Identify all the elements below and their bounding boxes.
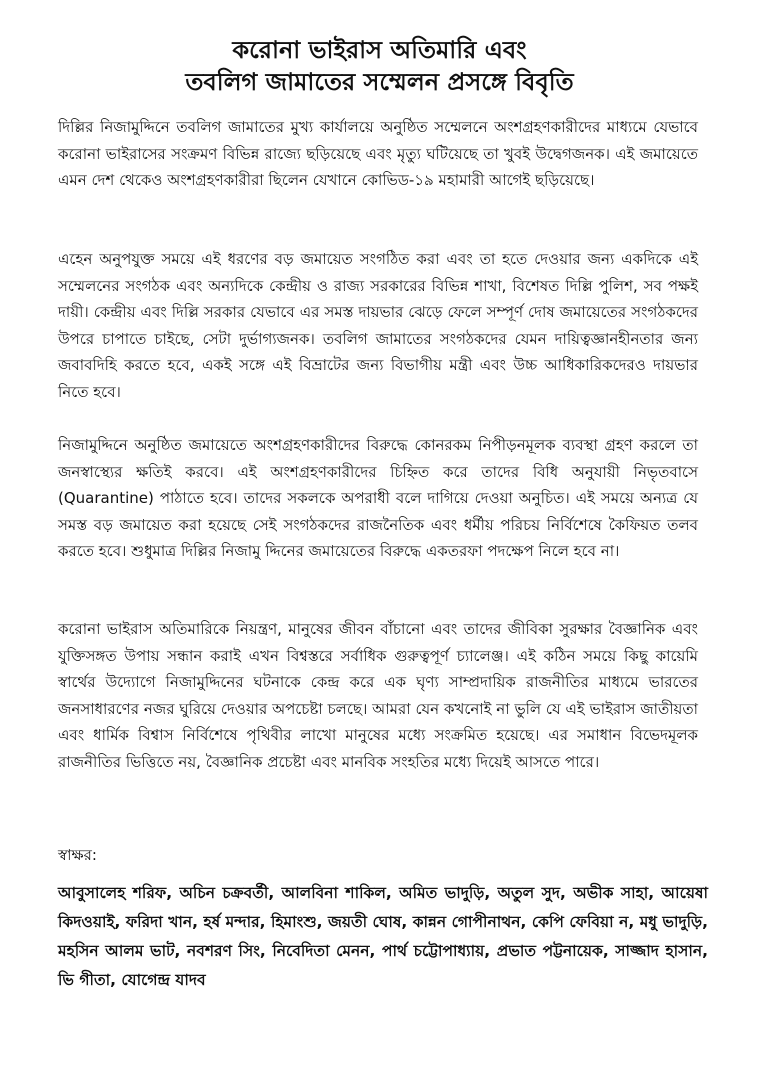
title-line-1: করোনা ভাইরাস অতিমারি এবং bbox=[232, 36, 527, 64]
paragraph-3: নিজামুদ্দিনে অনুষ্ঠিত জমায়েতে অংশগ্রহণকারীদের বিরুদ্ধে কোনরকম নিপীড়নমূলক ব্যবস্থা গ্রহণ করলে তা জনস্বাস্থ্যের ক্ষতিই করবে। এই অংশগ্রহণকারীদের চিহ্নিত করে তাদের বিধি অনুযায়ী নিভৃতবাসে (Quarantine) পাঠাতে হবে। তাদের সকলকে অপরাধী বলে দাগিয়ে দেওয়া অনুচিত। এই সময়ে অন্যত্র যে সমস্ত বড় জমায়েত করা হয়েছে সেই সংগঠকদের রাজনৈতিক এবং ধর্মীয় পরিচয় নির্বিশেষে কৈফিয়ত তলব করতে হবে। শুধুমাত্র দিল্লির নিজামু দ্দিনের জমায়েতের বিরুদ্ধে একতরফা পদক্ষেপ নিলে হবে না। bbox=[58, 436, 698, 560]
paragraph-2: এহেন অনুপযুক্ত সময়ে এই ধরণের বড় জমায়েত সংগঠিত করা এবং তা হতে দেওয়ার জন্য একদিকে এই সম্মেলনের সংগঠক এবং অন্যদিকে কেন্দ্রীয় ও রাজ্য সরকারের বিভিন্ন শাখা, বিশেষত দিল্লি পুলিশ, সব পক্ষই দায়ী। কেন্দ্রীয় এবং দিল্লি সরকার যেভাবে এর সমস্ত দায়ভার ঝেড়ে ফেলে সম্পূর্ণ দোষ জমায়েতের সংগঠকদের উপরে চাপাতে চাইছে, সেটা দুর্ভাগ্যজনক। তবলিগ জামাতের সংগঠকদের যেমন দায়িত্বজ্ঞানহীনতার জন্য জবাবদিহি করতে হবে, একই সঙ্গে এই বিভ্রাটের জন্য বিভাগীয় মন্ত্রী এবং উচ্চ আধিকারিকদেরও দায়ভার নিতে হবে। bbox=[58, 250, 698, 401]
paragraph-1: দিল্লির নিজামুদ্দিনে তবলিগ জামাতের মুখ্য কার্যালয়ে অনুষ্ঠিত সম্মেলনে অংশগ্রহণকারীদের মাধ্যমে যেভাবে করোনা ভাইরাসের সংক্রমণ বিভিন্ন রাজ্যে ছড়িয়েছে এবং মৃত্যু ঘটিয়েছে তা খুবই উদ্বেগজনক। এই জমায়েতে এমন দেশ থেকেও অংশগ্রহণকারীরা ছিলেন যেখানে কোভিড-১৯ মহামারী আগেই ছড়িয়েছে। bbox=[58, 118, 698, 189]
paragraph-4: করোনা ভাইরাস অতিমারিকে নিয়ন্ত্রণ, মানুষের জীবন বাঁচানো এবং তাদের জীবিকা সুরক্ষার বৈজ্ঞানিক এবং যুক্তিসঙ্গত উপায় সন্ধান করাই এখন বিশ্বস্তরে সর্বাধিক গুরুত্বপূর্ণ চ্যালেঞ্জ। এই কঠিন সময়ে কিছু কায়েমি স্বার্থের উদ্যোগে নিজামুদ্দিনের ঘটনাকে কেন্দ্র করে এক ঘৃণ্য সাম্প্রদায়িক রাজনীতির মাধ্যমে ভারতের জনসাধারণের নজর ঘুরিয়ে দেওয়ার অপচেষ্টা চলছে। আমরা যেন কখনোই না ভুলি যে এই ভাইরাস জাতীয়তা এবং ধার্মিক বিশ্বাস নির্বিশেষে পৃথিবীর লাখো মানুষের মধ্যে সংক্রমিত হয়েছে। এর সমাধান বিভেদমূলক রাজনীতির ভিত্তিতে নয়, বৈজ্ঞানিক প্রচেষ্টা এবং মানবিক সংহতির মধ্যে দিয়েই আসতে পারে। bbox=[58, 620, 698, 771]
title-line-2: তবলিগ জামাতের সম্মেলন প্রসঙ্গে বিবৃতি bbox=[185, 68, 574, 96]
signatories-list: আবুসালেহ শরিফ, অচিন চক্রবর্তী, আলবিনা শাকিল, অমিত ভাদুড়ি, অতুল সুদ, অভীক সাহা, আয়েষা কিদওয়াই, ফরিদা খান, হর্ষ মন্দার, হিমাংশু, জয়তী ঘোষ, কান্নন গোপীনাথন, কেপি ফেবিয়া ন, মধু ভাদুড়ি, মহসিন আলম ভাট, নবশরণ সিং, নিবেদিতা মেনন, পার্থ চট্টোপাধ্যায়, প্রভাত পট্টনায়েক, সাজ্জাদ হাসান, ভি গীতা, যোগেন্দ্র যাদব bbox=[58, 884, 708, 989]
signature-label: স্বাক্ষর: bbox=[58, 846, 97, 864]
